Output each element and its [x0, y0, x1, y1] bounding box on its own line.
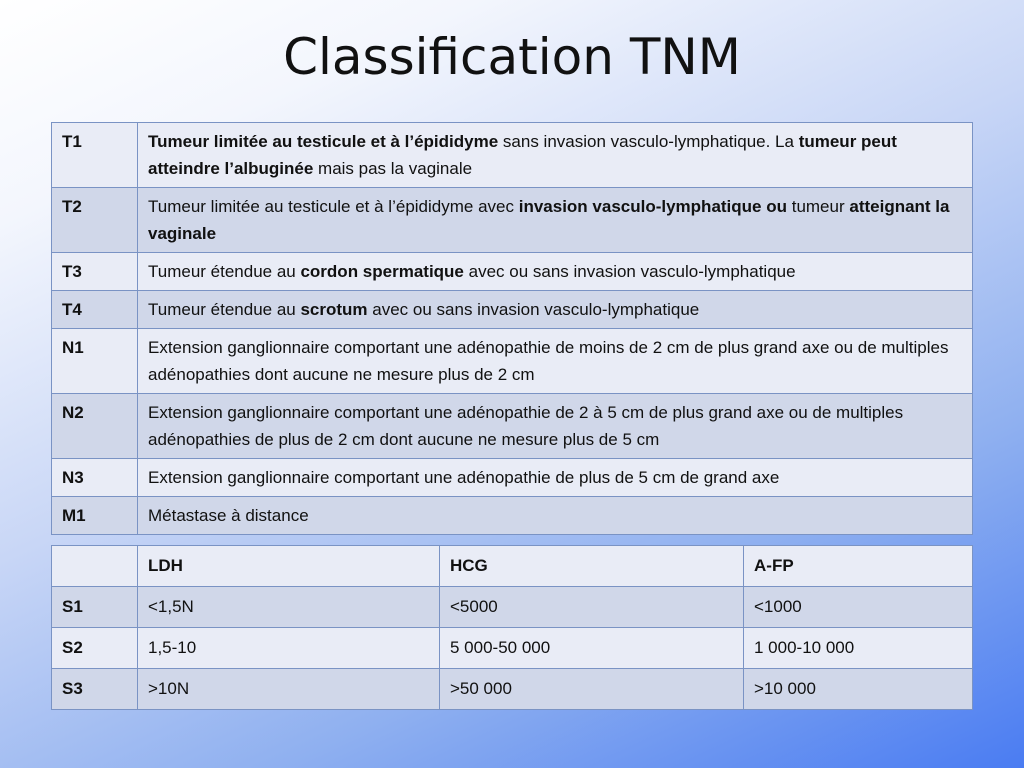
- stage-code: T3: [52, 253, 138, 291]
- header-cell-afp: A-FP: [744, 546, 973, 587]
- serum-markers-table: [51, 545, 973, 710]
- description-text: mais pas la vaginale: [313, 159, 473, 178]
- description-emphasis: tumeur peut atteindre l’albuginée: [148, 132, 897, 178]
- stage-description: [138, 188, 973, 253]
- serum-value-cell: <1000: [744, 587, 973, 628]
- serum-row-s1: [52, 587, 973, 628]
- serum-row-s2: [52, 628, 973, 669]
- tnm-row-t4: [52, 291, 973, 329]
- description-text: Extension ganglionnaire comportant une adénopathie de moins de 2 cm de plus grand axe ou de multiples adénopathies dont aucune ne mesure plus de 2 cm: [148, 338, 949, 384]
- description-text: sans invasion vasculo-lymphatique. La: [498, 132, 799, 151]
- stage-description: [138, 291, 973, 329]
- serum-row-s3: [52, 669, 973, 710]
- tnm-classification-table: [51, 122, 973, 535]
- tnm-row-n3: [52, 459, 973, 497]
- description-text: Extension ganglionnaire comportant une adénopathie de plus de 5 cm de grand axe: [148, 468, 780, 487]
- description-text: Tumeur limitée au testicule et à l’épididyme avec: [148, 197, 519, 216]
- description-emphasis: atteignant la vaginale: [148, 197, 950, 243]
- stage-code: T4: [52, 291, 138, 329]
- stage-description: [138, 329, 973, 394]
- stage-description: [138, 253, 973, 291]
- description-emphasis: Tumeur limitée au testicule et à l’épididyme: [148, 132, 499, 151]
- serum-value-cell: 5 000-50 000: [440, 628, 744, 669]
- serum-value-cell: 1 000-10 000: [744, 628, 973, 669]
- serum-value-cell: >10N: [138, 669, 440, 710]
- tnm-row-t2: [52, 188, 973, 253]
- slide-title: Classification TNM: [283, 28, 741, 86]
- stage-code: M1: [52, 497, 138, 535]
- tnm-row-t1: [52, 123, 973, 188]
- tnm-row-m1: [52, 497, 973, 535]
- header-cell-ldh: LDH: [138, 546, 440, 587]
- stage-code: N2: [52, 394, 138, 459]
- description-text: Tumeur étendue au: [148, 262, 301, 281]
- description-text: tumeur: [787, 197, 850, 216]
- stage-description: [138, 497, 973, 535]
- description-text: avec ou sans invasion vasculo-lymphatique: [367, 300, 700, 319]
- stage-code: N1: [52, 329, 138, 394]
- serum-stage-code: S1: [52, 587, 138, 628]
- description-emphasis: cordon spermatique: [300, 262, 464, 281]
- description-emphasis: scrotum: [300, 300, 368, 319]
- header-cell-hcg: HCG: [440, 546, 744, 587]
- serum-stage-code: S2: [52, 628, 138, 669]
- stage-code: T1: [52, 123, 138, 188]
- tnm-row-n2: [52, 394, 973, 459]
- serum-value-cell: 1,5-10: [138, 628, 440, 669]
- serum-value-cell: >10 000: [744, 669, 973, 710]
- serum-header-row: [52, 546, 973, 587]
- description-text: Extension ganglionnaire comportant une adénopathie de 2 à 5 cm de plus grand axe ou de multiples adénopathies de plus de 2 cm dont aucune ne mesure plus de 5 cm: [148, 403, 904, 449]
- description-text: Métastase à distance: [148, 506, 309, 525]
- stage-description: [138, 123, 973, 188]
- description-text: Tumeur étendue au: [148, 300, 301, 319]
- stage-description: [138, 459, 973, 497]
- description-emphasis: invasion vasculo-lymphatique ou: [518, 197, 787, 216]
- stage-code: T2: [52, 188, 138, 253]
- stage-description: [138, 394, 973, 459]
- tnm-row-t3: [52, 253, 973, 291]
- serum-stage-code: S3: [52, 669, 138, 710]
- stage-code: N3: [52, 459, 138, 497]
- description-text: avec ou sans invasion vasculo-lymphatique: [463, 262, 796, 281]
- serum-value-cell: <1,5N: [138, 587, 440, 628]
- serum-value-cell: >50 000: [440, 669, 744, 710]
- tnm-row-n1: [52, 329, 973, 394]
- serum-value-cell: <5000: [440, 587, 744, 628]
- header-cell-empty: [52, 546, 138, 587]
